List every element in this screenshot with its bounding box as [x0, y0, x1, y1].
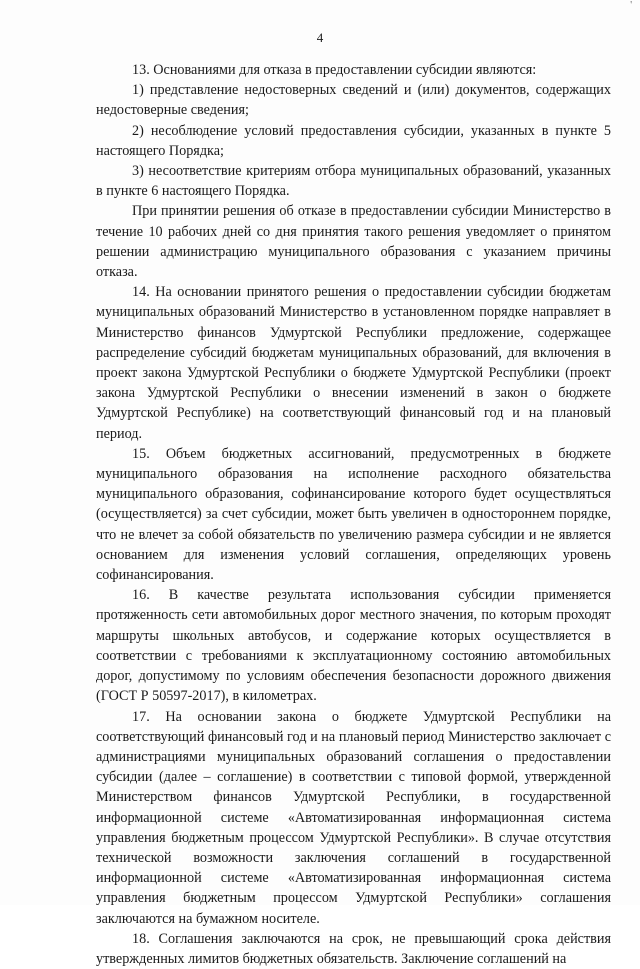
paragraph-17: 17. На основании закона о бюджете Удмуртской Республики на соответствующий финансовый год и на плановый период Министерство заключает с администрациями муниципальных образований соглашения о предоставлении субсидии (далее – соглашение) в соответствии с типовой формой, утвержденной Министерством финансов Удмуртской Республики, в государственной информационной системе «Автоматизированная информационная система управления бюджетным процессом Удмуртской Республики». В случае отсутствия технической возможности заключения соглашений в государственной информационной системе «Автоматизированная информационная система управления бюджетным процессом Удмуртской Республики» соглашения заключаются на бумажном носителе. [96, 708, 611, 927]
document-body [96, 60, 611, 969]
page-number: 4 [316, 30, 324, 45]
paragraph-16: 16. В качестве результата использования субсидии применяется протяженность сети автомобильных дорог местного значения, по которым проходят маршруты школьных автобусов, и содержание которых осуществляется в соответствии с требованиями к эксплуатационному состоянию автомобильных дорог, допустимому по условиям обеспечения безопасности дорожного движения (ГОСТ Р 50597-2017), в километрах. [96, 587, 611, 705]
paragraph-18: 18. Соглашения заключаются на срок, не превышающий срока действия утвержденных лимитов бюджетных обязательств. Заключение соглашений на [96, 930, 611, 967]
corner-mark: ' [630, 0, 632, 11]
paragraph-13-heading: 13. Основаниями для отказа в предоставлении субсидии являются: [132, 62, 537, 78]
paragraph-13-item-3: 3) несоответствие критериям отбора муниципальных образований, указанных в пункте 6 настоящего Порядка. [96, 163, 611, 200]
paragraph-refusal-notice: При принятии решения об отказе в предоставлении субсидии Министерство в течение 10 рабочих дней со дня принятия такого решения уведомляет о принятом решении администрацию муниципального образования с указанием причины отказа. [96, 203, 611, 281]
paragraph-15: 15. Объем бюджетных ассигнований, предусмотренных в бюджете муниципального образования на исполнение расходного обязательства муниципального образования, софинансирование которого будет осуществляться (осуществляется) за счет субсидии, может быть увеличен в одностороннем порядке, что не влечет за собой обязательств по увеличению размера субсидии и не является основанием для изменения условий соглашения, определяющих уровень софинансирования. [96, 445, 611, 584]
paragraph-13-item-1: 1) представление недостоверных сведений и (или) документов, содержащих недостоверные сведения; [96, 82, 611, 119]
paragraph-14: 14. На основании принятого решения о предоставлении субсидии бюджетам муниципальных образований Министерство в установленном порядке направляет в Министерство финансов Удмуртской Республики предложение, содержащее распределение субсидий бюджетам муниципальных образований, для включения в проект закона Удмуртской Республики о бюджете Удмуртской Республики (проект закона Удмуртской Республики о внесении изменений в закон о бюджете Удмуртской Республике) на соответствующий финансовый год и на плановый период. [96, 284, 611, 442]
paragraph-13-item-2: 2) несоблюдение условий предоставления субсидии, указанных в пункте 5 настоящего Порядка; [96, 122, 611, 159]
